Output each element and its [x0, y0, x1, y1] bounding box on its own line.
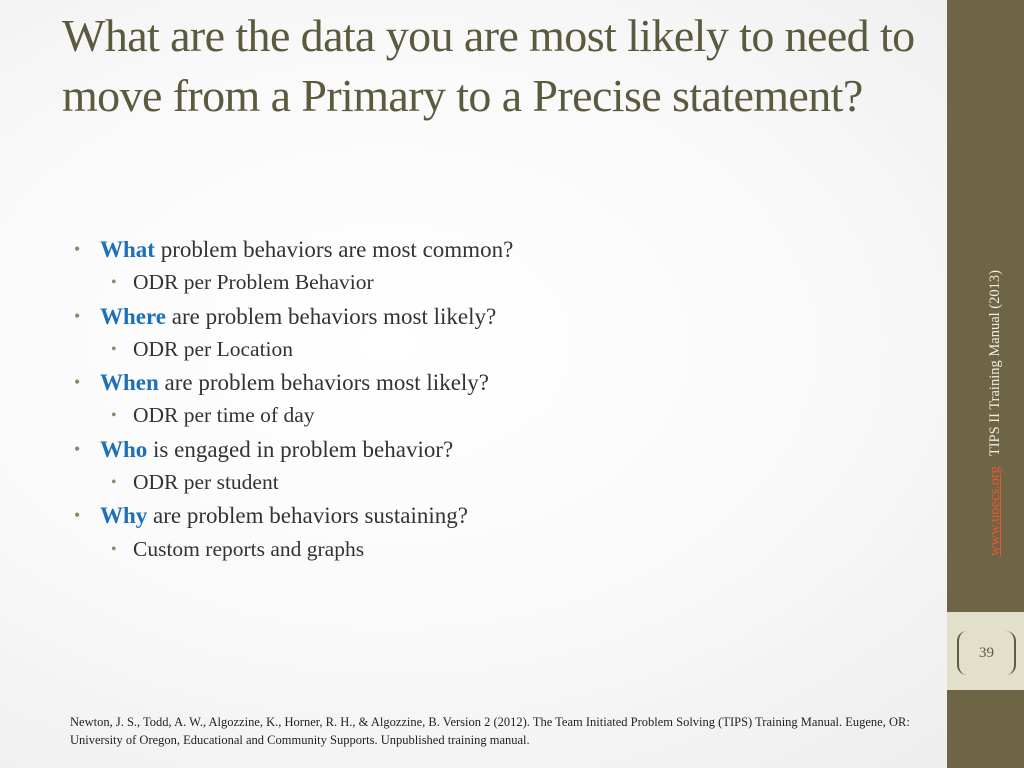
- bullet-why: [74, 499, 934, 532]
- bullet-text: is engaged in problem behavior?: [147, 436, 454, 462]
- sub-bullet-when: • ODR per time of day: [74, 399, 934, 432]
- slide-title: What are the data you are most likely to need to move from a Primary to a Precise statement?: [62, 10, 915, 121]
- slide-number-box: [957, 631, 1016, 675]
- sub-bullet-why: • Custom reports and graphs: [74, 533, 934, 566]
- bullet-text: problem behaviors are most common?: [154, 237, 514, 262]
- manual-credit: TIPS II Training Manual (2013): [986, 270, 1003, 457]
- uoecs-link[interactable]: www.uoecs.org: [986, 466, 1003, 556]
- bullet-keyword: What: [100, 237, 155, 262]
- bullet-text: are problem behaviors most likely?: [158, 370, 490, 396]
- sub-bullet-what: • ODR per Problem Behavior: [74, 266, 934, 299]
- sub-bullet-who: • ODR per student: [74, 466, 934, 499]
- bullet-when: [74, 366, 934, 399]
- bullet-who: [74, 433, 934, 466]
- bullet-text: are problem behaviors sustaining?: [147, 503, 468, 529]
- bullet-keyword: Where: [100, 303, 167, 329]
- bullet-list: [74, 233, 934, 566]
- bullet-keyword: When: [100, 370, 159, 396]
- sub-bullet-where: • ODR per Location: [74, 333, 934, 366]
- bullet-keyword: Why: [100, 503, 148, 529]
- bullet-where: [74, 300, 934, 333]
- bullet-what: [74, 233, 934, 266]
- bullet-text: are problem behaviors most likely?: [166, 303, 497, 329]
- citation-footnote: Newton, J. S., Todd, A. W., Algozzine, K., Horner, R. H., & Algozzine, B. Version 2 (2012). The Team Initiated Problem Solving (TIPS) Training Manual. Eugene, OR: University of Oregon, Educational and Community Supports. Unpublished training manual.: [70, 715, 910, 747]
- bullet-keyword: Who: [100, 436, 148, 462]
- slide-number: 39: [979, 644, 994, 661]
